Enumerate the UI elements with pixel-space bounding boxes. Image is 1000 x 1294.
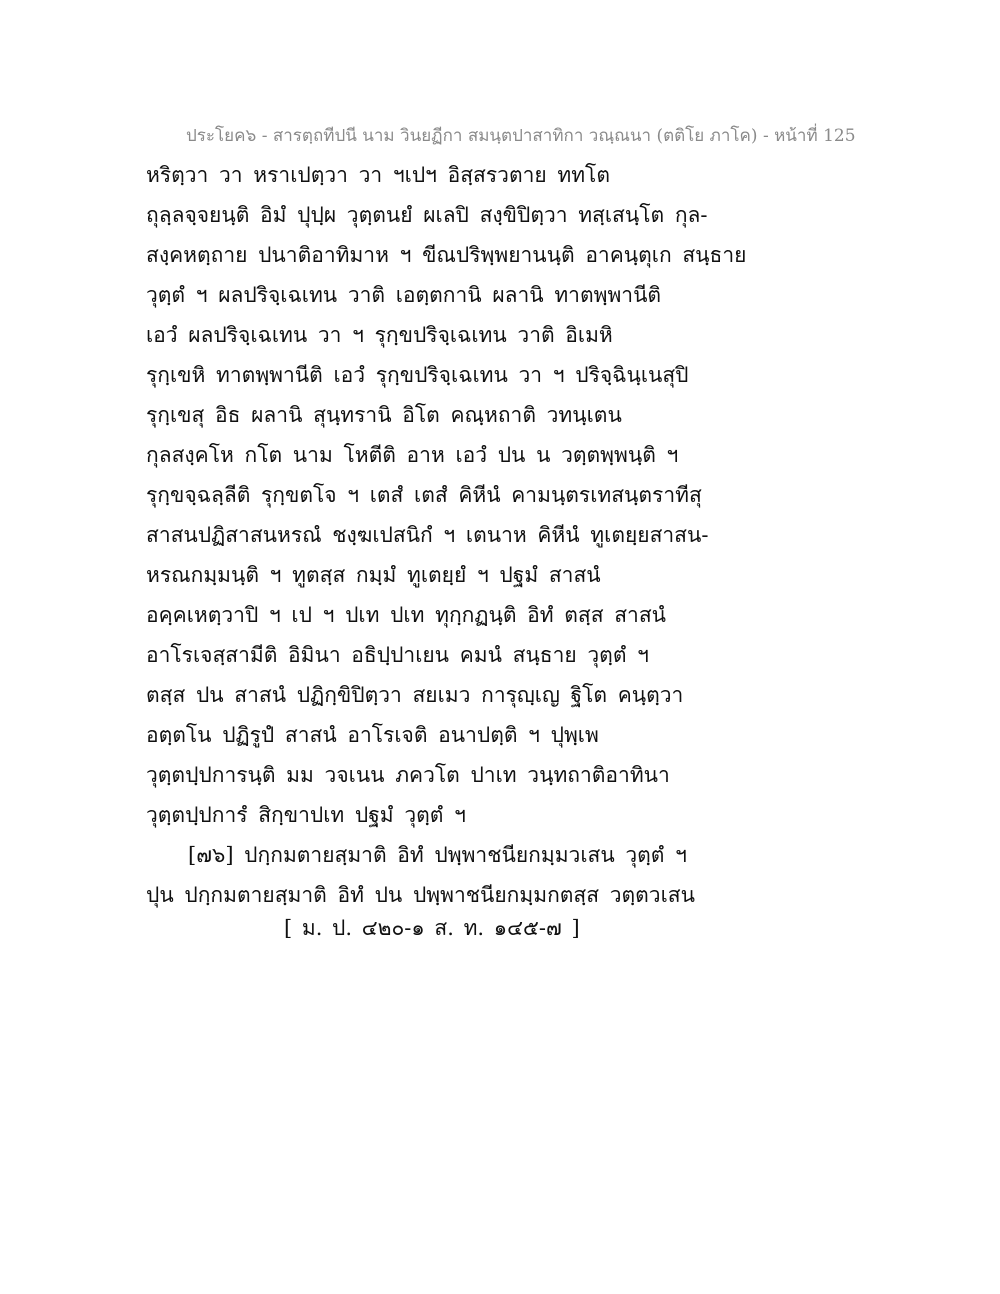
text-line-8: กุลสงฺคโห กโต นาม โหตีติ อาห เอวํ ปน น วตฺตพฺพนฺติ ฯ — [146, 443, 679, 467]
text-line-1: หริตฺวา วา หราเปตฺวา วา ฯเปฯ อิสฺสรวตาย ททโต — [146, 163, 610, 187]
body-text — [146, 158, 866, 918]
text-line-5: เอวํ ผลปริจฺเฉเทน วา ฯ รุกฺขปริจฺเฉเทน วาติ อิเมหิ — [146, 323, 613, 347]
text-line-14: ตสฺส ปน สาสนํ ปฏิกฺขิปิตฺวา สยเมว การุญฺเญ ฐิโต คนฺตฺวา — [146, 683, 684, 707]
text-line-3: สงฺคหตฺถาย ปนาติอาทิมาห ฯ ขีณปริพฺพยานนฺติ อาคนฺตุเก สนฺธาย — [146, 243, 747, 267]
text-line-10: สาสนปฏิสาสนหรณํ ชงฺฆเปสนิกํ ฯ เตนาห คิหีนํ ทูเตยฺยสาสน- — [146, 523, 709, 547]
text-line-18: [๗๖] ปกฺกมตายสฺมาติ อิทํ ปพฺพาชนียกมฺมวเสน วุตฺตํ ฯ — [188, 843, 687, 867]
text-line-11: หรณกมฺมนฺติ ฯ ทูตสฺส กมฺมํ ทูเตยฺยํ ฯ ปฐมํ สาสนํ — [146, 563, 601, 587]
text-line-4: วุตฺตํ ฯ ผลปริจฺเฉเทน วาติ เอตฺตกานิ ผลานิ ทาตพฺพานีติ — [146, 283, 662, 307]
text-line-12: อคฺคเหตฺวาปิ ฯ เป ฯ ปเท ปเท ทุกฺกฏนฺติ อิทํ ตสฺส สาสนํ — [146, 603, 667, 627]
text-line-13: อาโรเจสฺสามีติ อิมินา อธิปฺปาเยน คมนํ สนฺธาย วุตฺตํ ฯ — [146, 643, 649, 667]
text-line-19: ปุน ปกฺกมตายสฺมาติ อิทํ ปน ปพฺพาชนียกมฺมกตสฺส วตฺตวเสน — [146, 883, 695, 907]
text-line-15: อตฺตโน ปฏิรูปํ สาสนํ อาโรเจติ อนาปตฺติ ฯ ปุพฺเพ — [146, 723, 599, 747]
text-line-16: วุตฺตปฺปการนฺติ มม วจเนน ภควโต ปาเท วนฺทถาติอาทินา — [146, 763, 670, 787]
text-line-6: รุกฺเขหิ ทาตพฺพานีติ เอวํ รุกฺขปริจฺเฉเทน วา ฯ ปริจฺฉินฺเนสุปิ — [146, 363, 689, 387]
text-line-7: รุกฺเขสุ อิธ ผลานิ สุนฺทรานิ อิโต คณฺหถาติ วทนฺเตน — [146, 403, 622, 427]
text-line-17: วุตฺตปฺปการํ สิกฺขาปเท ปฐมํ วุตฺตํ ฯ — [146, 803, 466, 827]
reference-citation: [ ม. ป. ๔๒๐-๑ ส. ท. ๑๔๕-๗ ] — [284, 916, 580, 940]
page-header: ประโยค๖ - สารตฺถทีปนี นาม วินยฏีกา สมนฺตปาสาทิกา วณฺณนา (ตติโย ภาโค) - หน้าที่ 125 — [186, 126, 856, 146]
text-line-9: รุกฺขจฺฉลฺลีติ รุกฺขตโจ ฯ เตสํ เตสํ คิหีนํ คามนฺตรเทสนฺตราทีสุ — [146, 483, 702, 507]
text-line-2: ถุลฺลจฺจยนฺติ อิมํ ปุปฺผ วุตฺตนยํ ผเลปิ สงฺขิปิตฺวา ทสฺเสนฺโต กุล- — [146, 203, 708, 227]
